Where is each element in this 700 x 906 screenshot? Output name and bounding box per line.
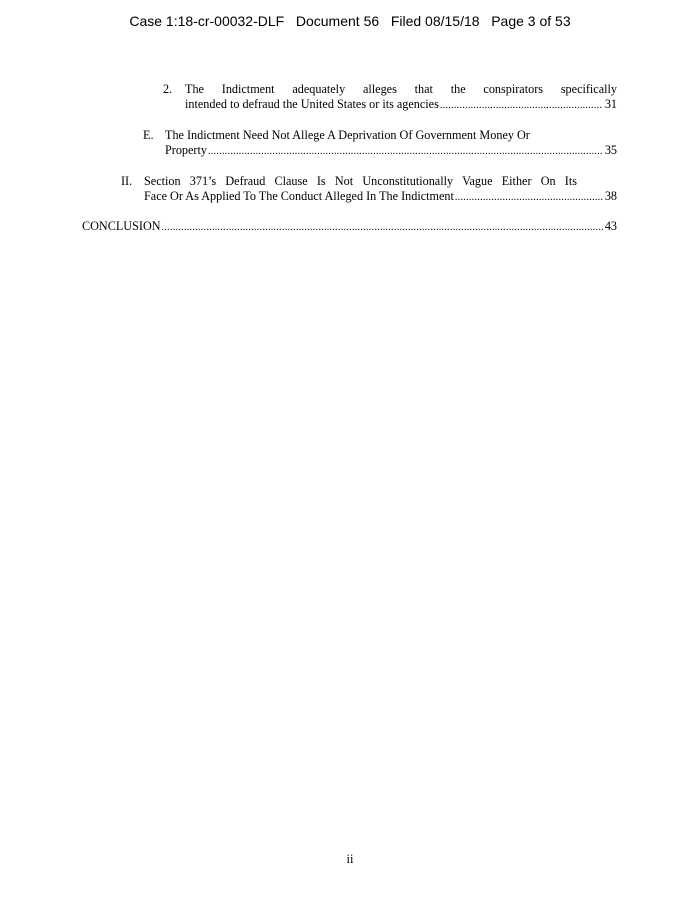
toc-entry-number: II. (121, 174, 133, 188)
toc-entry-first-line (82, 219, 617, 235)
dot-leader (455, 190, 603, 205)
toc-entry-number: 2. (163, 82, 173, 96)
toc-entry-title-line2: intended to defraud the United States or its agencies (185, 97, 439, 111)
page-number: ii (346, 852, 354, 866)
toc-entry-conclusion (82, 219, 617, 235)
toc-entry-title-line1: The Indictment adequately alleges that the conspirators specifically (185, 82, 617, 96)
toc-entry-second-line (143, 143, 617, 159)
toc-entry-number: E. (143, 128, 154, 142)
toc-entry-vagueness (121, 174, 617, 205)
toc-entry-page: 38 (604, 189, 617, 203)
toc-entry-page: 31 (604, 97, 617, 111)
toc-entry-first-line (121, 174, 577, 189)
toc-entry-deprivation (143, 128, 617, 159)
dot-leader (208, 144, 603, 159)
toc-entry-title-line1: Section 371’s Defraud Clause Is Not Unconstitutionally Vague Either On Its (144, 174, 577, 188)
dot-leader (162, 220, 603, 235)
toc-entry-page: 43 (604, 219, 617, 233)
toc-entry-title-line2: Property (165, 143, 207, 157)
toc-entry-second-line (163, 97, 617, 113)
toc-entry-first-line (163, 82, 617, 97)
toc-entry-first-line (143, 128, 617, 143)
toc-entry-page: 35 (604, 143, 617, 157)
case-header: Case 1:18-cr-00032-DLF Document 56 Filed 08/15/18 Page 3 of 53 (129, 13, 571, 29)
toc-entry-title-line2: Face Or As Applied To The Conduct Alleged In The Indictment (144, 189, 454, 203)
toc-entry-title-line1: CONCLUSION (82, 219, 161, 233)
toc-entry-indictment-intent (163, 82, 617, 113)
toc-entry-second-line (121, 189, 617, 205)
dot-leader (440, 98, 603, 113)
toc-entry-title-line1: The Indictment Need Not Allege A Deprivation Of Government Money Or (165, 128, 530, 142)
